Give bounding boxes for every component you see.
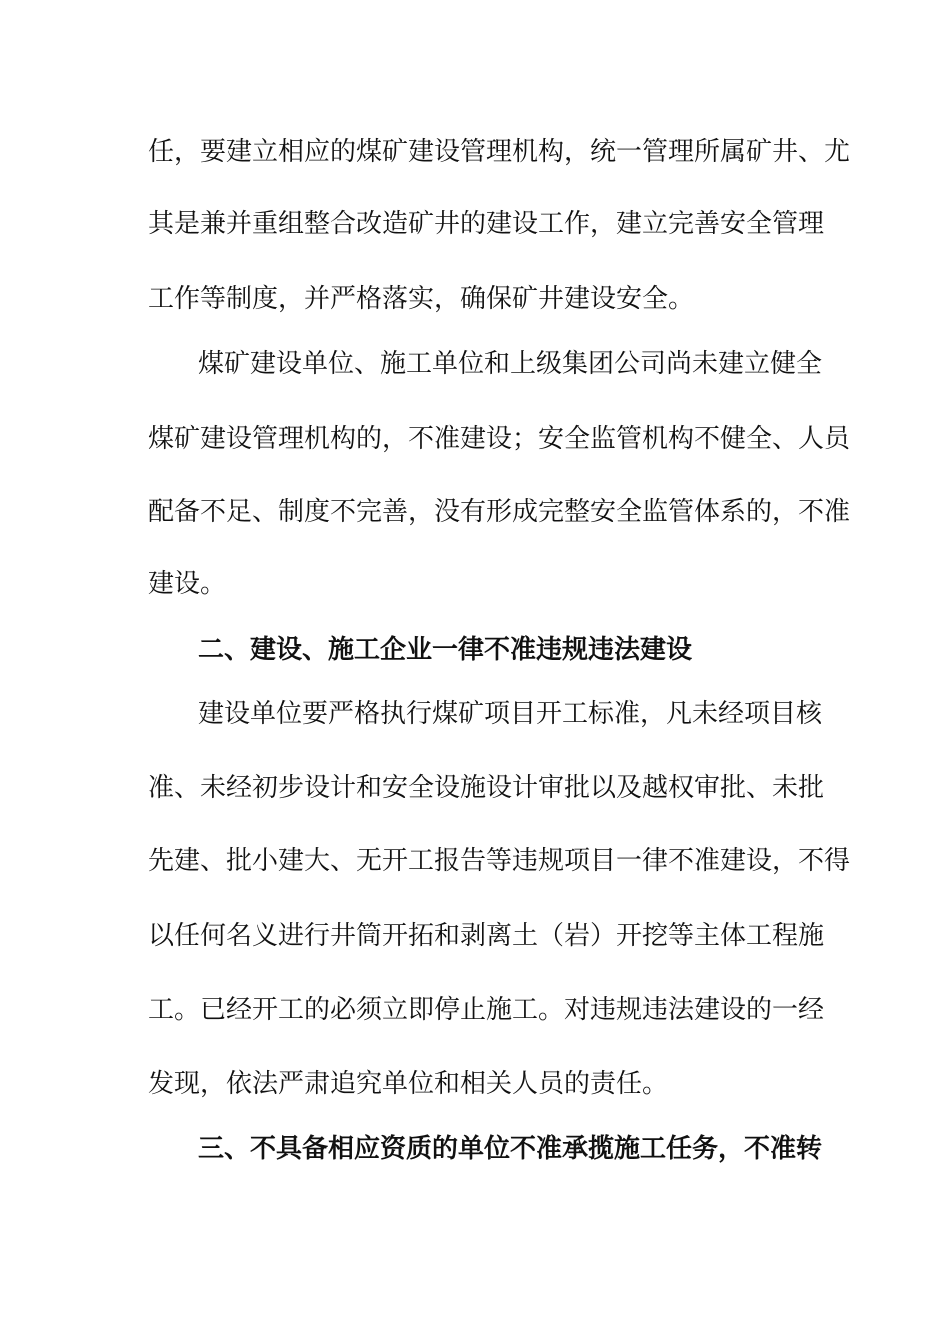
paragraph-line: 工作等制度，并严格落实，确保矿井建设安全。 xyxy=(148,284,695,314)
paragraph-line: 建设单位要严格执行煤矿项目开工标准，凡未经项目核 xyxy=(198,699,823,729)
paragraph-line: 任，要建立相应的煤矿建设管理机构，统一管理所属矿井、尤 xyxy=(148,137,851,167)
paragraph-line: 其是兼并重组整合改造矿井的建设工作，建立完善安全管理 xyxy=(148,209,825,239)
section-heading: 二、建设、施工企业一律不准违规违法建设 xyxy=(198,635,693,665)
section-heading: 三、不具备相应资质的单位不准承揽施工任务，不准转 xyxy=(198,1134,823,1164)
paragraph-line: 配备不足、制度不完善，没有形成完整安全监管体系的，不准 xyxy=(148,497,851,527)
paragraph-line: 先建、批小建大、无开工报告等违规项目一律不准建设，不得 xyxy=(148,846,851,876)
paragraph-line: 工。已经开工的必须立即停止施工。对违规违法建设的一经 xyxy=(148,995,825,1025)
paragraph-line: 准、未经初步设计和安全设施设计审批以及越权审批、未批 xyxy=(148,773,825,803)
paragraph-line: 发现，依法严肃追究单位和相关人员的责任。 xyxy=(148,1069,669,1099)
paragraph-line: 煤矿建设管理机构的，不准建设；安全监管机构不健全、人员 xyxy=(148,424,851,454)
paragraph-line: 以任何名义进行井筒开拓和剥离土（岩）开挖等主体工程施 xyxy=(148,921,825,951)
paragraph-line: 煤矿建设单位、施工单位和上级集团公司尚未建立健全 xyxy=(198,349,823,379)
paragraph-line: 建设。 xyxy=(148,569,227,599)
